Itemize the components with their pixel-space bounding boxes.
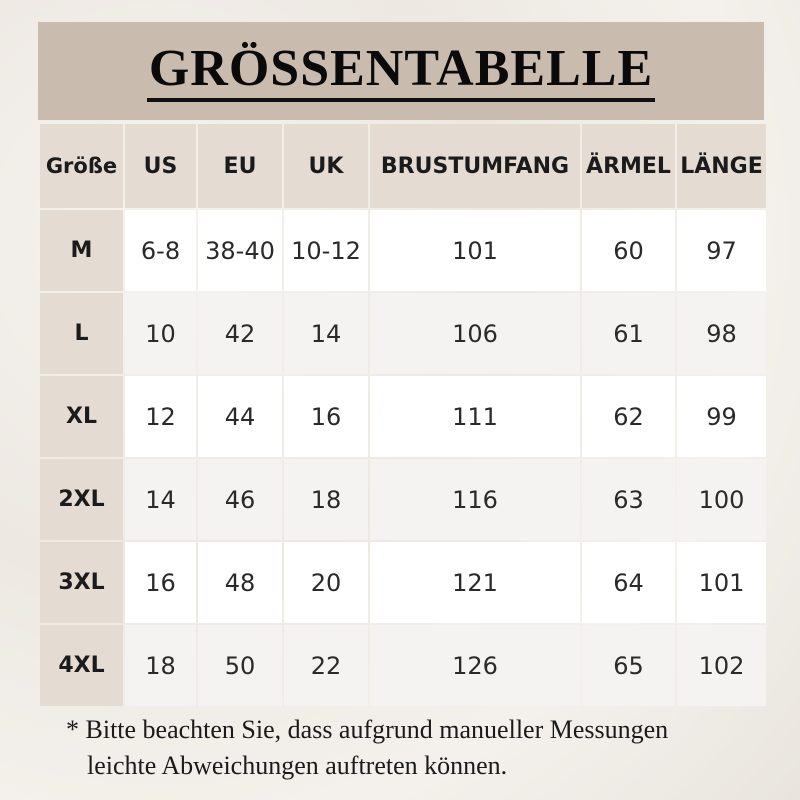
us-cell: 14 [125,459,196,540]
us-cell: 6-8 [125,210,196,291]
bust-cell: 106 [370,293,580,374]
length-cell: 97 [677,210,766,291]
eu-cell: 48 [198,542,282,623]
eu-cell: 44 [198,376,282,457]
sleeve-cell: 61 [582,293,675,374]
header-size: Größe [40,124,123,208]
length-cell: 100 [677,459,766,540]
uk-cell: 14 [284,293,368,374]
header-eu: EU [198,124,282,208]
length-cell: 102 [677,625,766,706]
measurement-note [66,712,776,784]
page-title: GRÖSSENTABELLE [147,40,655,102]
length-cell: 99 [677,376,766,457]
sleeve-cell: 63 [582,459,675,540]
table-row [40,210,766,291]
us-cell: 10 [125,293,196,374]
uk-cell: 20 [284,542,368,623]
us-cell: 12 [125,376,196,457]
size-cell: M [40,210,123,291]
title-banner [38,22,764,120]
size-cell: 4XL [40,625,123,706]
bust-cell: 116 [370,459,580,540]
bust-cell: 126 [370,625,580,706]
uk-cell: 10-12 [284,210,368,291]
note-line-1: * Bitte beachten Sie, dass aufgrund manueller Messungen [66,715,669,744]
note-line-2: leichte Abweichungen auftreten können. [87,751,508,780]
bust-cell: 111 [370,376,580,457]
length-cell: 98 [677,293,766,374]
eu-cell: 50 [198,625,282,706]
table-row [40,542,766,623]
table-row [40,625,766,706]
sleeve-cell: 62 [582,376,675,457]
length-cell: 101 [677,542,766,623]
table-row [40,376,766,457]
uk-cell: 18 [284,459,368,540]
size-cell: XL [40,376,123,457]
size-cell: 3XL [40,542,123,623]
header-uk: UK [284,124,368,208]
bust-cell: 101 [370,210,580,291]
table-row [40,459,766,540]
us-cell: 16 [125,542,196,623]
size-cell: L [40,293,123,374]
bust-cell: 121 [370,542,580,623]
sleeve-cell: 60 [582,210,675,291]
header-bust: BRUSTUMFANG [370,124,580,208]
header-length: LÄNGE [677,124,766,208]
table-row [40,293,766,374]
uk-cell: 22 [284,625,368,706]
eu-cell: 46 [198,459,282,540]
size-cell: 2XL [40,459,123,540]
sleeve-cell: 64 [582,542,675,623]
us-cell: 18 [125,625,196,706]
eu-cell: 38-40 [198,210,282,291]
eu-cell: 42 [198,293,282,374]
header-us: US [125,124,196,208]
uk-cell: 16 [284,376,368,457]
header-sleeve: ÄRMEL [582,124,675,208]
sleeve-cell: 65 [582,625,675,706]
table-header-row [40,124,766,208]
size-table [38,122,768,708]
